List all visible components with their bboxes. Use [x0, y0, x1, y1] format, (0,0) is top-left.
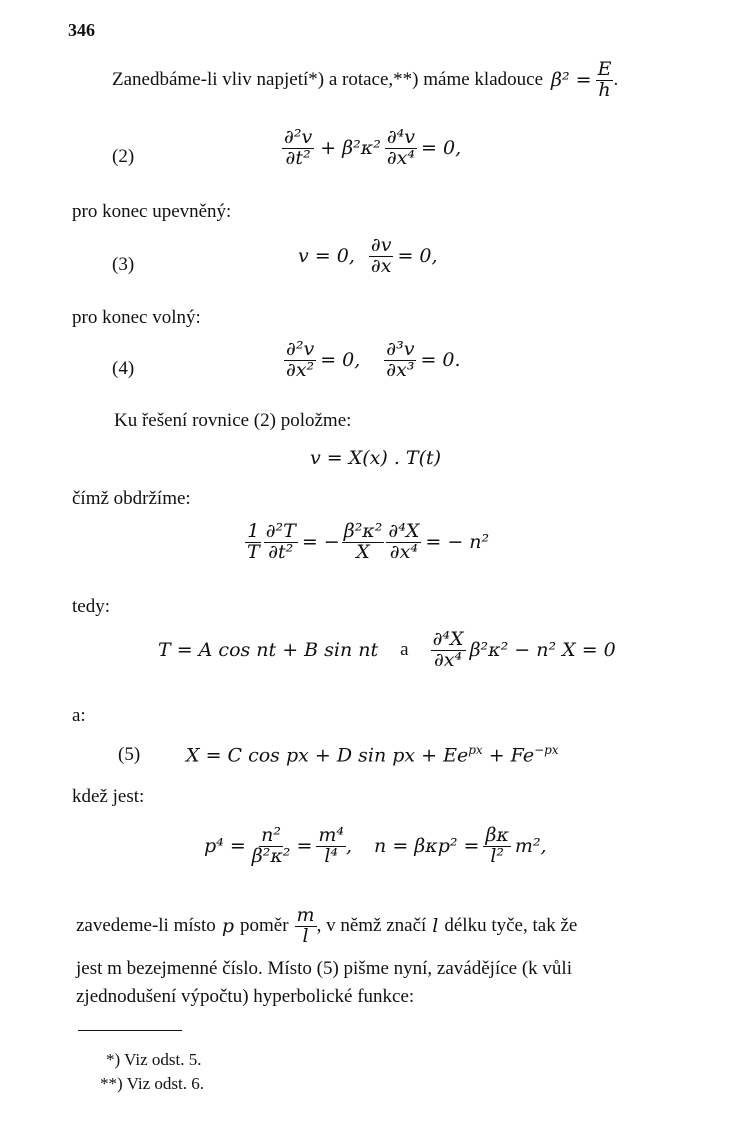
- p4-lhs: p⁴ =: [204, 835, 246, 858]
- eq2-rhs: = 0,: [421, 137, 462, 160]
- eq2-label: (2): [112, 146, 135, 167]
- eq2-plus-term: + β²κ²: [320, 137, 381, 160]
- intro-period: .: [613, 69, 619, 91]
- n-tail: m²,: [514, 835, 547, 858]
- separation-equation: v = X(x) . T(t): [310, 447, 442, 469]
- p-comma: ,: [346, 835, 353, 858]
- equation-5: X = C cos px + D sin px + $Ee^{px} + Fe^{-px}$: [186, 743, 559, 767]
- beta-squared: β² =: [551, 69, 592, 92]
- footnote-1: *) Viz odst. 5.: [106, 1050, 202, 1069]
- eq4-mid: = 0,: [320, 349, 361, 372]
- and-word: a: [400, 639, 409, 661]
- footnote-rule: [78, 1030, 182, 1031]
- solve-text: Ku řešení rovnice (2) položme:: [114, 410, 352, 431]
- intro-line: [112, 60, 618, 101]
- eq4-label: (4): [112, 358, 135, 379]
- equation-2: $\frac{\text{∂²v}}{\text{∂t²}}$ + β²κ² $\frac{\text{∂⁴v}}{\text{∂x⁴}}$ = 0,: [284, 126, 462, 169]
- p-equation: p⁴ = $\frac{\text{n²}}{\text{β²κ²}}$ = $\frac{\text{m⁴}}{\text{l⁴}}$ , n = βκp² = $\frac{\beta\kappa}{\text{l²}}$ m²,: [204, 824, 547, 867]
- equation-3: v = 0, $\frac{\partial v}{\partial x}$ = 0,: [298, 234, 438, 277]
- free-end-heading: pro konec volný:: [72, 307, 201, 328]
- where-text: kdež jest:: [72, 786, 145, 807]
- paragraph-line-2: jest m bezejmenné číslo. Místo (5) pišme nyní, zavádějíce (k vůli: [76, 958, 572, 979]
- footnote-2: **) Viz odst. 6.: [100, 1074, 204, 1093]
- obtain-text: čímž obdržíme:: [72, 488, 191, 509]
- separated-equation: $\frac{1}{T}$ $\frac{\text{∂²T}}{\text{∂t²}}$ = − $\frac{\text{β²κ²}}{X}$ $\frac{\text{∂⁴X}}{\text{∂x⁴}}$ = − n²: [247, 520, 490, 563]
- fixed-end-heading: pro konec upevněný:: [72, 201, 232, 222]
- page-number: 346: [68, 20, 95, 40]
- paragraph-line-1: zavedeme-li místo p poměr $\frac{m}{l}$ , v němž značí l délku tyče, tak že: [76, 904, 578, 947]
- eq3-lhs: v = 0,: [298, 245, 355, 268]
- separated-mid: = −: [301, 531, 340, 554]
- e-over-h-fraction: $\frac{E}{h}$: [597, 58, 612, 101]
- t-solution: T = A cos nt + B sin nt: [158, 639, 379, 662]
- n-definition: n = βκp² =: [374, 835, 480, 858]
- paragraph-line-3: zjednodušení výpočtu) hyperbolické funkce:: [76, 986, 415, 1007]
- equation-4: $\frac{\text{∂²v}}{\text{∂x²}}$ = 0, $\frac{\text{∂³v}}{\text{∂x³}}$ = 0.: [286, 338, 461, 381]
- and-text: a:: [72, 705, 86, 726]
- eq5-label: (5): [118, 744, 141, 765]
- hence-text: tedy:: [72, 596, 110, 617]
- eq3-rhs: = 0,: [397, 245, 438, 268]
- eq3-label: (3): [112, 254, 135, 275]
- eq4-rhs: = 0.: [420, 349, 461, 372]
- t-equation: T = A cos nt + B sin nt a $\frac{\text{∂⁴X}}{\text{∂x⁴}}$ β²κ² − n² X = 0: [158, 628, 616, 671]
- intro-text: Zanedbáme-li vliv napjetí*) a rotace,**) máme kladouce: [112, 69, 544, 91]
- p-equals: =: [296, 835, 313, 858]
- x-equation-rest: β²κ² − n² X = 0: [469, 639, 616, 662]
- separated-rhs: = − n²: [425, 531, 490, 554]
